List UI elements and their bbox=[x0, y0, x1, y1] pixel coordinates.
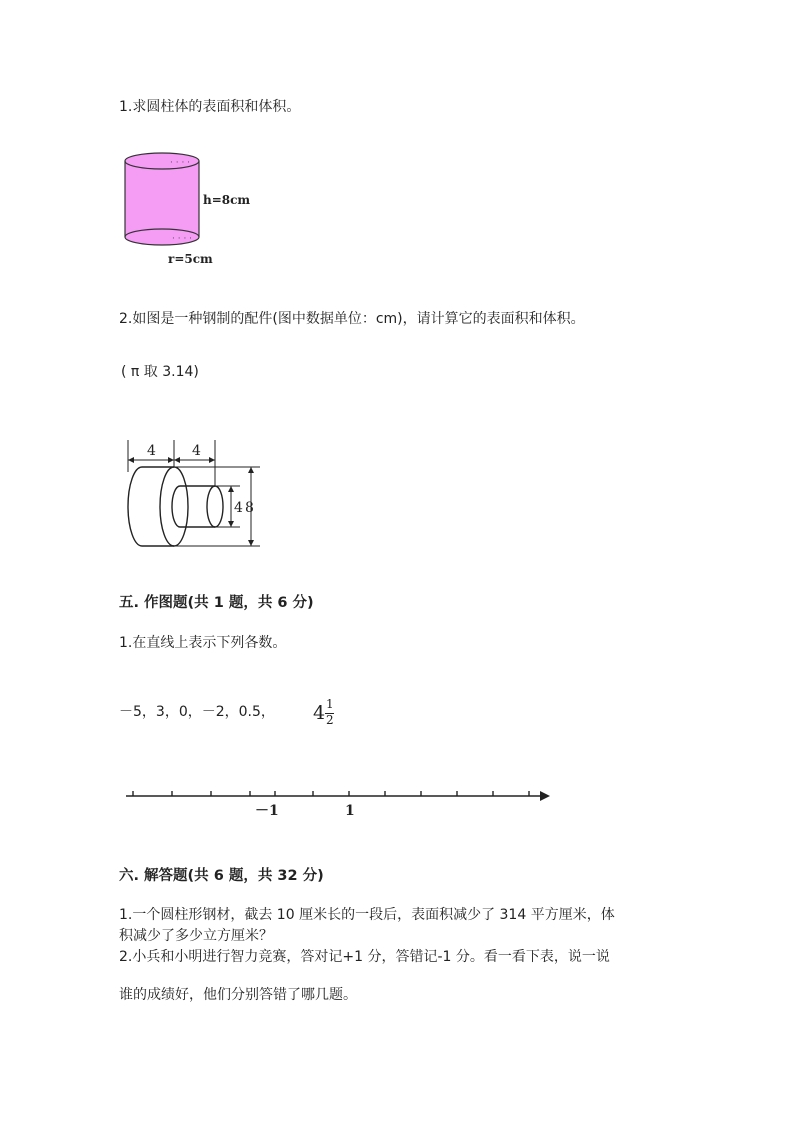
radius-label: r=5cm bbox=[168, 252, 213, 266]
mixed-numerator: 1 bbox=[326, 697, 334, 711]
top-dots: · · · · bbox=[170, 158, 191, 168]
question-cylinder-text: 1.求圆柱体的表面积和体积。 bbox=[119, 99, 301, 115]
outer-left-face bbox=[128, 467, 142, 546]
number-line-label-neg-one: －1 bbox=[255, 803, 279, 819]
numbers-list: －5，3，0，－2，0.5， bbox=[119, 704, 275, 720]
inner-left-face bbox=[172, 486, 180, 527]
inner-right-face bbox=[207, 486, 223, 527]
dim-inner: 4 bbox=[234, 500, 243, 516]
height-label: h=8cm bbox=[203, 193, 251, 207]
number-line-label-one: 1 bbox=[345, 803, 355, 819]
mixed-whole: 4 bbox=[313, 702, 326, 724]
question-contest-line2: 谁的成绩好，他们分别答错了哪几题。 bbox=[119, 987, 357, 1003]
dim-outer: 8 bbox=[245, 500, 254, 516]
bottom-dots: · · · · bbox=[172, 234, 193, 244]
pi-note: ( π 取 3.14) bbox=[121, 364, 199, 380]
section-five-title: 五. 作图题(共 1 题，共 6 分) bbox=[119, 595, 314, 611]
mixed-denominator: 2 bbox=[326, 713, 334, 727]
numberline-question: 1.在直线上表示下列各数。 bbox=[119, 635, 287, 651]
number-line-arrow bbox=[540, 791, 550, 801]
outer-right-face bbox=[160, 467, 188, 546]
section-six-title: 六. 解答题(共 6 题，共 32 分) bbox=[119, 868, 324, 884]
question-steel-line1: 1.一个圆柱形钢材，截去 10 厘米长的一段后，表面积减少了 314 平方厘米，体 bbox=[119, 907, 615, 923]
dim-top-right: 4 bbox=[192, 443, 201, 459]
steel-part-figure bbox=[118, 436, 268, 552]
number-line bbox=[120, 785, 560, 825]
dim-top-left: 4 bbox=[147, 443, 156, 459]
question-steel-line2: 积减少了多少立方厘米？ bbox=[119, 928, 273, 944]
question-contest-line1: 2.小兵和小明进行智力竞赛，答对记+1 分，答错记-1 分。看一看下表，说一说 bbox=[119, 949, 610, 965]
cylinder-figure bbox=[110, 148, 260, 270]
cylinder-body bbox=[125, 161, 199, 237]
question-part-text: 2.如图是一种钢制的配件(图中数据单位：cm)，请计算它的表面积和体积。 bbox=[119, 311, 585, 327]
